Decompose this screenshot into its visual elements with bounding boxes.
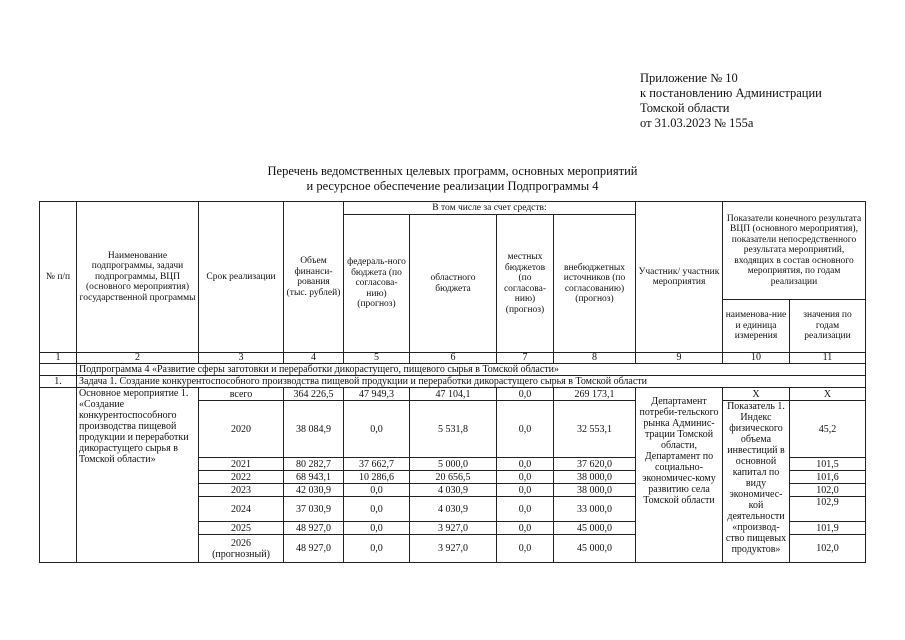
col-number: 11 (790, 353, 866, 364)
row-federal: 47 949,3 (344, 388, 410, 401)
header-num: № п/п (40, 202, 77, 353)
row-regional: 5 531,8 (410, 401, 497, 458)
indicator-value: 101,9 (790, 522, 866, 535)
row-volume: 37 030,9 (284, 497, 344, 522)
row-federal: 0,0 (344, 401, 410, 458)
indicator-value: 102,9 (790, 497, 866, 522)
row-term: 2026 (прогнозный) (199, 535, 284, 563)
row-extra: 32 553,1 (554, 401, 636, 458)
row-local: 0,0 (497, 471, 554, 484)
row-term: 2025 (199, 522, 284, 535)
row-local: 0,0 (497, 497, 554, 522)
row-regional: 3 927,0 (410, 535, 497, 563)
indicator-name: Показатель 1. Индекс физического объема инвестиций в основной капитал по виду экономичес-кой деятельности «производ-ство пищевых продуктов» (723, 401, 790, 563)
row-extra: 38 000,0 (554, 484, 636, 497)
row-term: всего (199, 388, 284, 401)
header-participant: Участник/ участник мероприятия (636, 202, 723, 353)
col-number: 5 (344, 353, 410, 364)
document-title (0, 164, 905, 194)
program-table (39, 201, 866, 563)
col-number: 7 (497, 353, 554, 364)
row-volume: 42 030,9 (284, 484, 344, 497)
indicator-value: 45,2 (790, 401, 866, 458)
row-extra: 37 620,0 (554, 458, 636, 471)
row-extra: 45 000,0 (554, 522, 636, 535)
row-regional: 20 656,5 (410, 471, 497, 484)
indicator-name-total: X (723, 388, 790, 401)
header-federal: федераль-ного бюджета (по согласова-нию) (прогноз) (344, 215, 410, 353)
row-local: 0,0 (497, 401, 554, 458)
subprogram-num (40, 364, 77, 376)
indicator-value: 102,0 (790, 535, 866, 563)
row-federal: 0,0 (344, 522, 410, 535)
approval-line: Приложение № 10 (640, 71, 738, 85)
title-line: и ресурсное обеспечение реализации Подпрограммы 4 (306, 179, 599, 193)
title-line: Перечень ведомственных целевых программ, основных мероприятий (267, 164, 638, 178)
row-volume: 38 084,9 (284, 401, 344, 458)
row-term: 2021 (199, 458, 284, 471)
header-indicators: Показатели конечного результата ВЦП (основного мероприятия), показатели непосредственного результата мероприятий, входящих в состав основного мероприятия, по годам реализации (723, 202, 866, 300)
row-regional: 3 927,0 (410, 522, 497, 535)
row-local: 0,0 (497, 484, 554, 497)
row-regional: 47 104,1 (410, 388, 497, 401)
task-row: Задача 1. Создание конкурентоспособного производства пищевой продукции и переработки дикорастущего сырья в Томской области (77, 376, 866, 388)
row-local: 0,0 (497, 458, 554, 471)
row-volume: 48 927,0 (284, 535, 344, 563)
approval-block (640, 71, 822, 131)
activity-num (40, 388, 77, 563)
header-extra: внебюджетных источников (по согласованию) (прогноз) (554, 215, 636, 353)
row-volume: 364 226,5 (284, 388, 344, 401)
header-volume: Объем финанси-рования (тыс. рублей) (284, 202, 344, 353)
indicator-value: 102,0 (790, 484, 866, 497)
col-number: 9 (636, 353, 723, 364)
col-number: 8 (554, 353, 636, 364)
header-term: Срок реализации (199, 202, 284, 353)
indicator-value: 101,6 (790, 471, 866, 484)
indicator-value-total: X (790, 388, 866, 401)
col-number: 6 (410, 353, 497, 364)
row-extra: 33 000,0 (554, 497, 636, 522)
task-num: 1. (40, 376, 77, 388)
row-term: 2024 (199, 497, 284, 522)
row-federal: 10 286,6 (344, 471, 410, 484)
row-federal: 0,0 (344, 497, 410, 522)
approval-line: к постановлению Администрации (640, 86, 822, 100)
participant-cell: Департамент потреби-тельского рынка Админис-трации Томской области, Департамент по социально-экономичес-кому развитию села Томской области (636, 388, 723, 563)
row-federal: 0,0 (344, 484, 410, 497)
row-extra: 269 173,1 (554, 388, 636, 401)
col-number: 3 (199, 353, 284, 364)
activity-name: Основное мероприятие 1. «Создание конкурентоспособного производства пищевой продукции и переработки дикорастущего сырья в Томской области» (77, 388, 199, 563)
row-local: 0,0 (497, 535, 554, 563)
row-regional: 4 030,9 (410, 484, 497, 497)
col-number: 4 (284, 353, 344, 364)
col-number: 2 (77, 353, 199, 364)
row-federal: 37 662,7 (344, 458, 410, 471)
header-indicator-name: наименова-ние и единица измерения (723, 300, 790, 353)
row-volume: 68 943,1 (284, 471, 344, 484)
approval-line: Томской области (640, 101, 730, 115)
indicator-value: 101,5 (790, 458, 866, 471)
row-term: 2023 (199, 484, 284, 497)
row-term: 2020 (199, 401, 284, 458)
row-regional: 5 000,0 (410, 458, 497, 471)
header-local: местных бюджетов (по согласова-нию) (прогноз) (497, 215, 554, 353)
subprogram-row: Подпрограмма 4 «Развитие сферы заготовки и переработки дикорастущего, пищевого сырья в Томской области» (77, 364, 866, 376)
row-federal: 0,0 (344, 535, 410, 563)
row-regional: 4 030,9 (410, 497, 497, 522)
col-number: 10 (723, 353, 790, 364)
approval-date-line: от 31.03.2023 № 155а (640, 116, 754, 130)
col-number: 1 (40, 353, 77, 364)
row-extra: 45 000,0 (554, 535, 636, 563)
row-volume: 48 927,0 (284, 522, 344, 535)
header-name: Наименование подпрограммы, задачи подпрограммы, ВЦП (основного мероприятия) государственной программы (77, 202, 199, 353)
header-including: В том числе за счет средств: (344, 202, 636, 215)
row-term: 2022 (199, 471, 284, 484)
header-indicator-value: значения по годам реализации (790, 300, 866, 353)
row-local: 0,0 (497, 522, 554, 535)
row-volume: 80 282,7 (284, 458, 344, 471)
header-regional: областного бюджета (410, 215, 497, 353)
row-extra: 38 000,0 (554, 471, 636, 484)
row-local: 0,0 (497, 388, 554, 401)
